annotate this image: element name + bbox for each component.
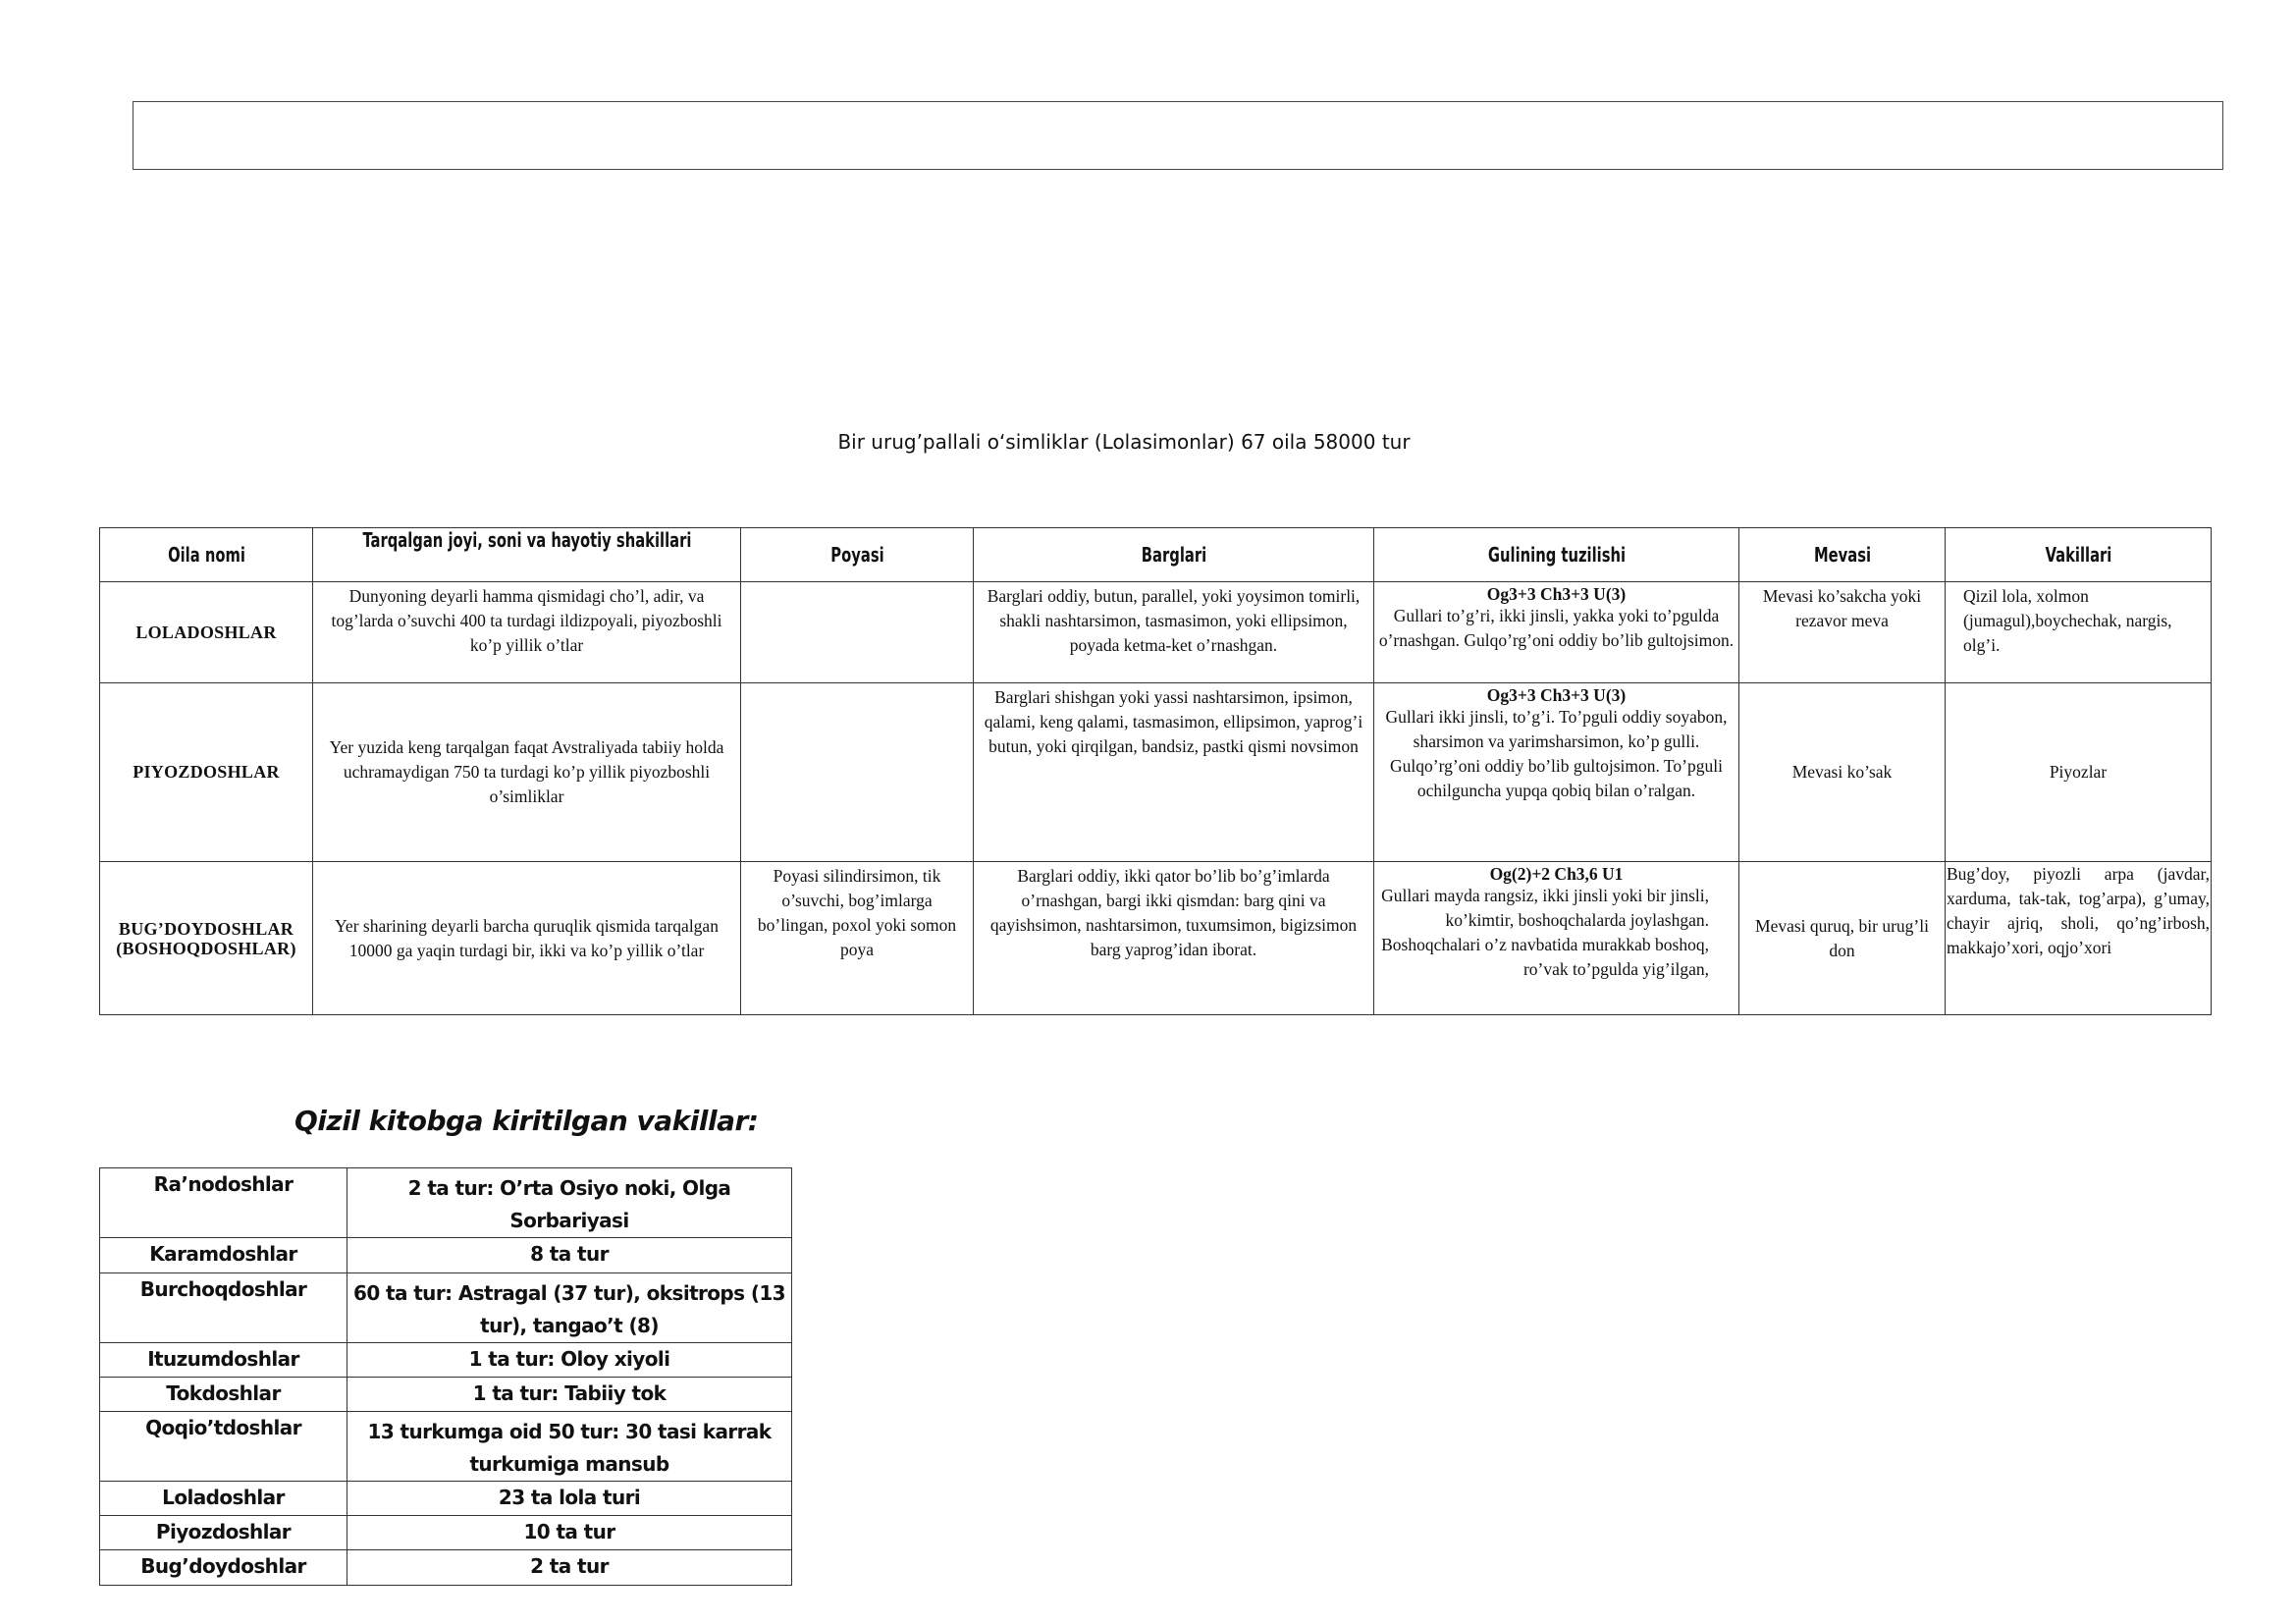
flower-cell [1374, 683, 1739, 862]
header-cell: Oila nomi [119, 528, 294, 582]
table-row [100, 683, 2212, 862]
red-info: 1 ta tur: Tabiiy tok [347, 1378, 792, 1412]
table-row [100, 1343, 792, 1378]
red-family: Qoqio’tdoshlar [100, 1412, 347, 1482]
family-name: LOLADOSHLAR [100, 582, 313, 683]
flower-text: Gullari ikki jinsli, to’g’i. To’pguli oddiy soyabon, sharsimon va yarimsharsimon, ko’p gulli. Gulqo’rg’oni oddiy bo’lib gultojsimon. To’pguli ochilguncha yupqa qobiq bilan o’ralgan. [1385, 707, 1728, 800]
members-cell: Piyozlar [1946, 683, 2212, 862]
spread-cell: Dunyoning deyarli hamma qismidagi cho’l, adir, va tog’larda o’suvchi 400 ta turdagi ildizpoyali, piyozboshli ko’p yillik o’tlar [313, 582, 741, 683]
flower-cell [1374, 582, 1739, 683]
spread-cell: Yer yuzida keng tarqalgan faqat Avstraliyada tabiiy holda uchramaydigan 750 ta turdagi ko’p yillik piyozboshli o’simliklar [313, 683, 741, 862]
fruit-cell: Mevasi ko’sakcha yoki rezavor meva [1739, 582, 1946, 683]
header-frame [133, 101, 2223, 170]
red-family: Loladoshlar [100, 1482, 347, 1516]
page-caption: Bir urug’pallali o‘simliklar (Lolasimonlar) 67 oila 58000 tur [837, 430, 1411, 454]
spread-cell: Yer sharining deyarli barcha quruqlik qismida tarqalgan 10000 ga yaqin turdagi bir, ikki va ko’p yillik o’tlar [313, 862, 741, 1015]
red-book-title: Qizil kitobga kiritilgan vakillar: [294, 1105, 759, 1137]
header-cell: Barglari [1009, 528, 1338, 582]
header-cell: Poyasi [762, 528, 952, 582]
red-info: 2 ta tur [347, 1550, 792, 1586]
header-cell: Mevasi [1757, 528, 1926, 582]
stem-cell [741, 582, 974, 683]
red-family: Bug’doydoshlar [100, 1550, 347, 1586]
table-row [100, 1516, 792, 1550]
red-info: 8 ta tur [347, 1238, 792, 1273]
header-cell: Vakillari [1969, 528, 2187, 582]
table-row [100, 1482, 792, 1516]
leaves-cell: Barglari oddiy, ikki qator bo’lib bo’g’imlarda o’rnashgan, bargi ikki qismdan: barg qini va qayishsimon, nashtarsimon, tuxumsimon, bigizsimon barg yaprog’idan iborat. [974, 862, 1374, 1015]
family-name: PIYOZDOSHLAR [100, 683, 313, 862]
red-info: 60 ta tur: Astragal (37 tur), oksitrops (13 tur), tangao’t (8) [347, 1273, 792, 1343]
red-info: 1 ta tur: Oloy xiyoli [347, 1343, 792, 1378]
flower-text: Gullari to’g’ri, ikki jinsli, yakka yoki to’pgulda o’rnashgan. Gulqo’rg’oni oddiy bo’lib gultojsimon. [1378, 606, 1735, 650]
red-info: 2 ta tur: O’rta Osiyo noki, Olga Sorbariyasi [347, 1168, 792, 1238]
table-row [100, 1550, 792, 1586]
families-table [99, 527, 2212, 1015]
red-book-table [99, 1167, 792, 1586]
leaves-cell: Barglari oddiy, butun, parallel, yoki yoysimon tomirli, shakli nashtarsimon, tasmasimon, yoki ellipsimon, poyada ketma-ket o’rnashgan. [974, 582, 1374, 683]
stem-cell: Poyasi silindirsimon, tik o’suvchi, bog’imlarga bo’lingan, poxol yoki somon poya [741, 862, 974, 1015]
flower-cell [1374, 862, 1739, 1015]
red-family: Tokdoshlar [100, 1378, 347, 1412]
header-cell: Tarqalgan joyi, soni va hayotiy shakillari [351, 528, 703, 582]
stem-cell [741, 683, 974, 862]
header-cell: Gulining tuzilishi [1407, 528, 1706, 582]
red-family: Ituzumdoshlar [100, 1343, 347, 1378]
table-row [100, 1168, 792, 1238]
family-name: BUG’DOYDOSHLAR (BOSHOQDOSHLAR) [100, 862, 313, 1015]
red-info: 23 ta lola turi [347, 1482, 792, 1516]
table-row [100, 862, 2212, 1015]
red-info: 13 turkumga oid 50 tur: 30 tasi karrak turkumiga mansub [347, 1412, 792, 1482]
table-row [100, 1273, 792, 1343]
table-row [100, 1238, 792, 1273]
red-family: Piyozdoshlar [100, 1516, 347, 1550]
red-family: Burchoqdoshlar [100, 1273, 347, 1343]
fruit-cell: Mevasi quruq, bir urug’li don [1739, 862, 1946, 1015]
members-cell: Qizil lola, xolmon (jumagul),boychechak, nargis, olg’i. [1946, 582, 2212, 683]
flower-formula: Og3+3 Ch3+3 U(3) [1486, 685, 1627, 705]
flower-text: Gullari mayda rangsiz, ikki jinsli yoki bir jinsli, ko’kimtir, boshoqchalarda joylashgan. Boshoqchalari o’z navbatida murakkab boshoq, ro’vak to’pgulda yig’ilgan, [1381, 886, 1709, 979]
table-row [100, 1378, 792, 1412]
table-row [100, 582, 2212, 683]
red-family: Ra’nodoshlar [100, 1168, 347, 1238]
header-row [100, 528, 2212, 582]
red-info: 10 ta tur [347, 1516, 792, 1550]
red-family: Karamdoshlar [100, 1238, 347, 1273]
flower-formula: Og3+3 Ch3+3 U(3) [1486, 584, 1627, 604]
members-cell: Bug’doy, piyozli arpa (javdar, xarduma, tak-tak, tog’arpa), g’umay, chayir ajriq, sholi, qo’ng’irbosh, makkajo’xori, oqjo’xori [1946, 862, 2212, 1015]
leaves-cell: Barglari shishgan yoki yassi nashtarsimon, ipsimon, qalami, keng qalami, tasmasimon, ellipsimon, yaprog’i butun, yoki qirqilgan, bandsiz, pastki qismi novsimon [974, 683, 1374, 862]
flower-formula: Og(2)+2 Ch3,6 U1 [1489, 864, 1624, 884]
fruit-cell: Mevasi ko’sak [1739, 683, 1946, 862]
table-row [100, 1412, 792, 1482]
